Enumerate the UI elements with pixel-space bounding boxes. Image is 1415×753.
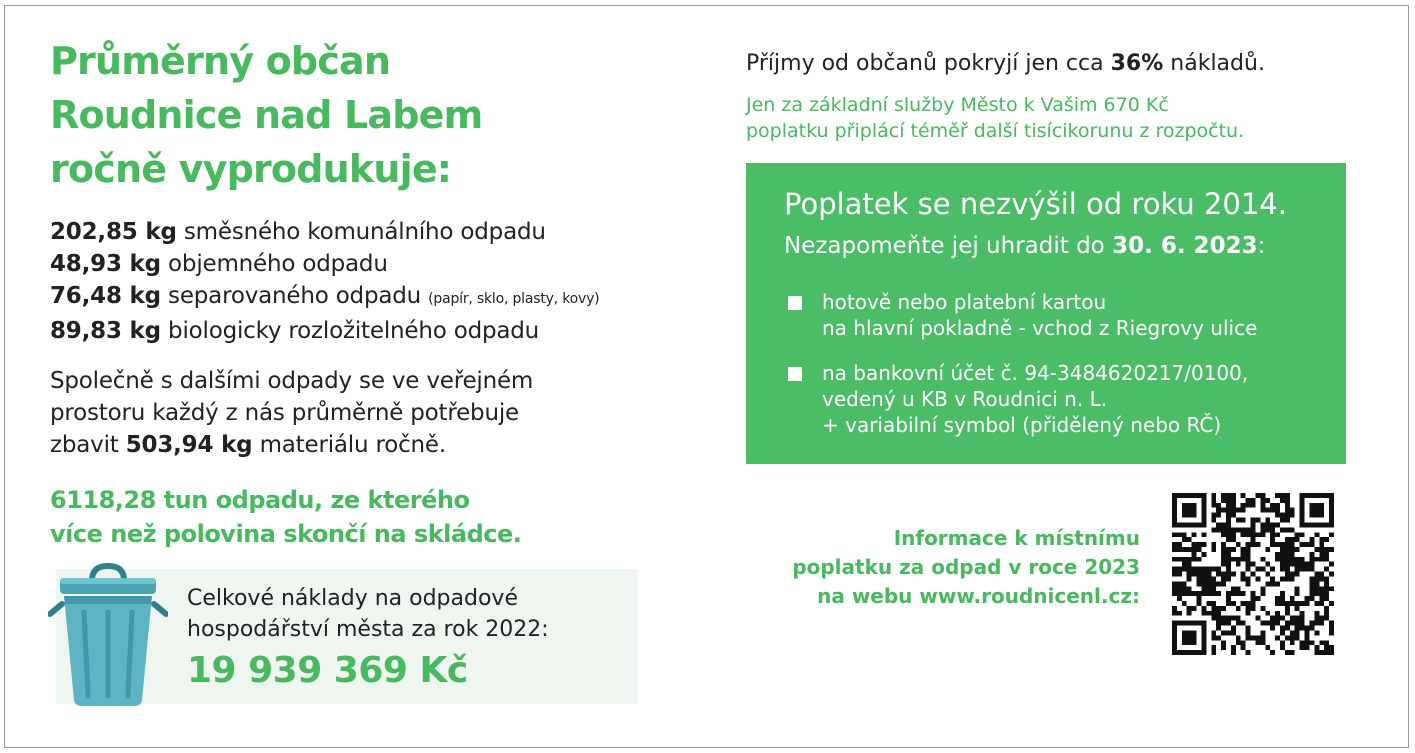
payment-options-list: [786, 289, 1326, 457]
paragraph-text: zbavit: [50, 432, 119, 458]
payment-option-line: + variabilní symbol (přidělený nebo RČ): [822, 413, 1222, 437]
web-info-line: Informace k místnímu: [893, 526, 1140, 550]
trash-bin-icon: [48, 560, 168, 710]
payment-option: [786, 289, 1326, 341]
landfill-line: více než polovina skončí na skládce.: [50, 520, 522, 548]
costs-line: hospodářství města za rok 2022:: [187, 617, 549, 642]
costs-line: Celkové náklady na odpadové: [187, 586, 518, 611]
left-column: [50, 34, 690, 551]
income-coverage: [746, 48, 1366, 80]
paragraph-line: prostoru každý z nás průměrně potřebuje: [50, 400, 519, 426]
square-bullet-icon: [788, 367, 802, 381]
right-column-top: [746, 48, 1366, 144]
web-info-line: poplatku za odpad v roce 2023: [792, 555, 1140, 579]
income-percent: 36%: [1110, 51, 1164, 76]
fee-deadline: [784, 230, 1265, 262]
waste-label: směsného komunálního odpadu: [183, 219, 546, 245]
landfill-line: 6118,28 tun odpadu, ze kterého: [50, 486, 470, 514]
waste-amount: 202,85 kg: [50, 219, 177, 245]
headline-line: Roudnice nad Labem: [50, 93, 483, 137]
web-info-line: na webu www.roudnicenl.cz:: [817, 584, 1140, 608]
fee-box-title: Poplatek se nezvýšil od roku 2014.: [784, 187, 1287, 221]
waste-stat-row: [50, 248, 690, 280]
payment-option-line: na hlavní pokladně - vchod z Riegrovy ulice: [822, 316, 1258, 340]
waste-label: biologicky rozložitelného odpadu: [168, 318, 540, 344]
waste-amount: 48,93 kg: [50, 251, 161, 277]
waste-stat-row: [50, 315, 690, 347]
city-subsidy-note: [746, 92, 1366, 144]
waste-note: (papír, sklo, plasty, kovy): [428, 291, 600, 307]
headline-line: ročně vyprodukuje:: [50, 147, 452, 191]
waste-label: separovaného odpadu: [168, 283, 422, 309]
payment-option-line: vedený u KB v Roudnici n. L.: [822, 387, 1108, 411]
deadline-text: Nezapomeňte jej uhradit do: [784, 233, 1105, 259]
waste-label: objemného odpadu: [168, 251, 388, 277]
income-text: nákladů.: [1170, 51, 1265, 76]
waste-amount: 89,83 kg: [50, 318, 161, 344]
payment-option: [786, 360, 1326, 438]
landfill-statement: [50, 483, 690, 551]
waste-stat-row: [50, 216, 690, 248]
fee-box: [746, 163, 1346, 464]
qr-code-icon[interactable]: [1172, 493, 1334, 655]
paragraph-line: Společně s dalšími odpady se ve veřejném: [50, 368, 534, 394]
waste-stat-row: [50, 280, 690, 315]
subsidy-line: poplatku připlácí téměř další tisícikorunu z rozpočtu.: [746, 120, 1245, 142]
payment-option-line: hotově nebo platební kartou: [822, 290, 1107, 314]
total-costs-value: 19 939 369 Kč: [187, 650, 468, 691]
deadline-date: 30. 6. 2023: [1112, 233, 1258, 259]
total-costs-label: [187, 583, 627, 645]
paragraph-text: materiálu ročně.: [259, 432, 446, 458]
paragraph-line: [50, 429, 690, 461]
waste-stats-list: [50, 216, 690, 347]
square-bullet-icon: [788, 296, 802, 310]
deadline-text: :: [1257, 233, 1266, 259]
subsidy-line: Jen za základní služby Město k Vašim 670 Kč: [746, 94, 1169, 116]
income-text: Příjmy od občanů pokryjí jen cca: [746, 51, 1104, 76]
headline: [50, 34, 690, 196]
headline-line: Průměrný občan: [50, 39, 391, 83]
waste-amount: 76,48 kg: [50, 283, 161, 309]
total-material-value: 503,94 kg: [125, 432, 253, 458]
payment-option-line: na bankovní účet č. 94-3484620217/0100,: [822, 361, 1249, 385]
total-material-paragraph: [50, 365, 690, 461]
web-info-text: [740, 524, 1140, 611]
